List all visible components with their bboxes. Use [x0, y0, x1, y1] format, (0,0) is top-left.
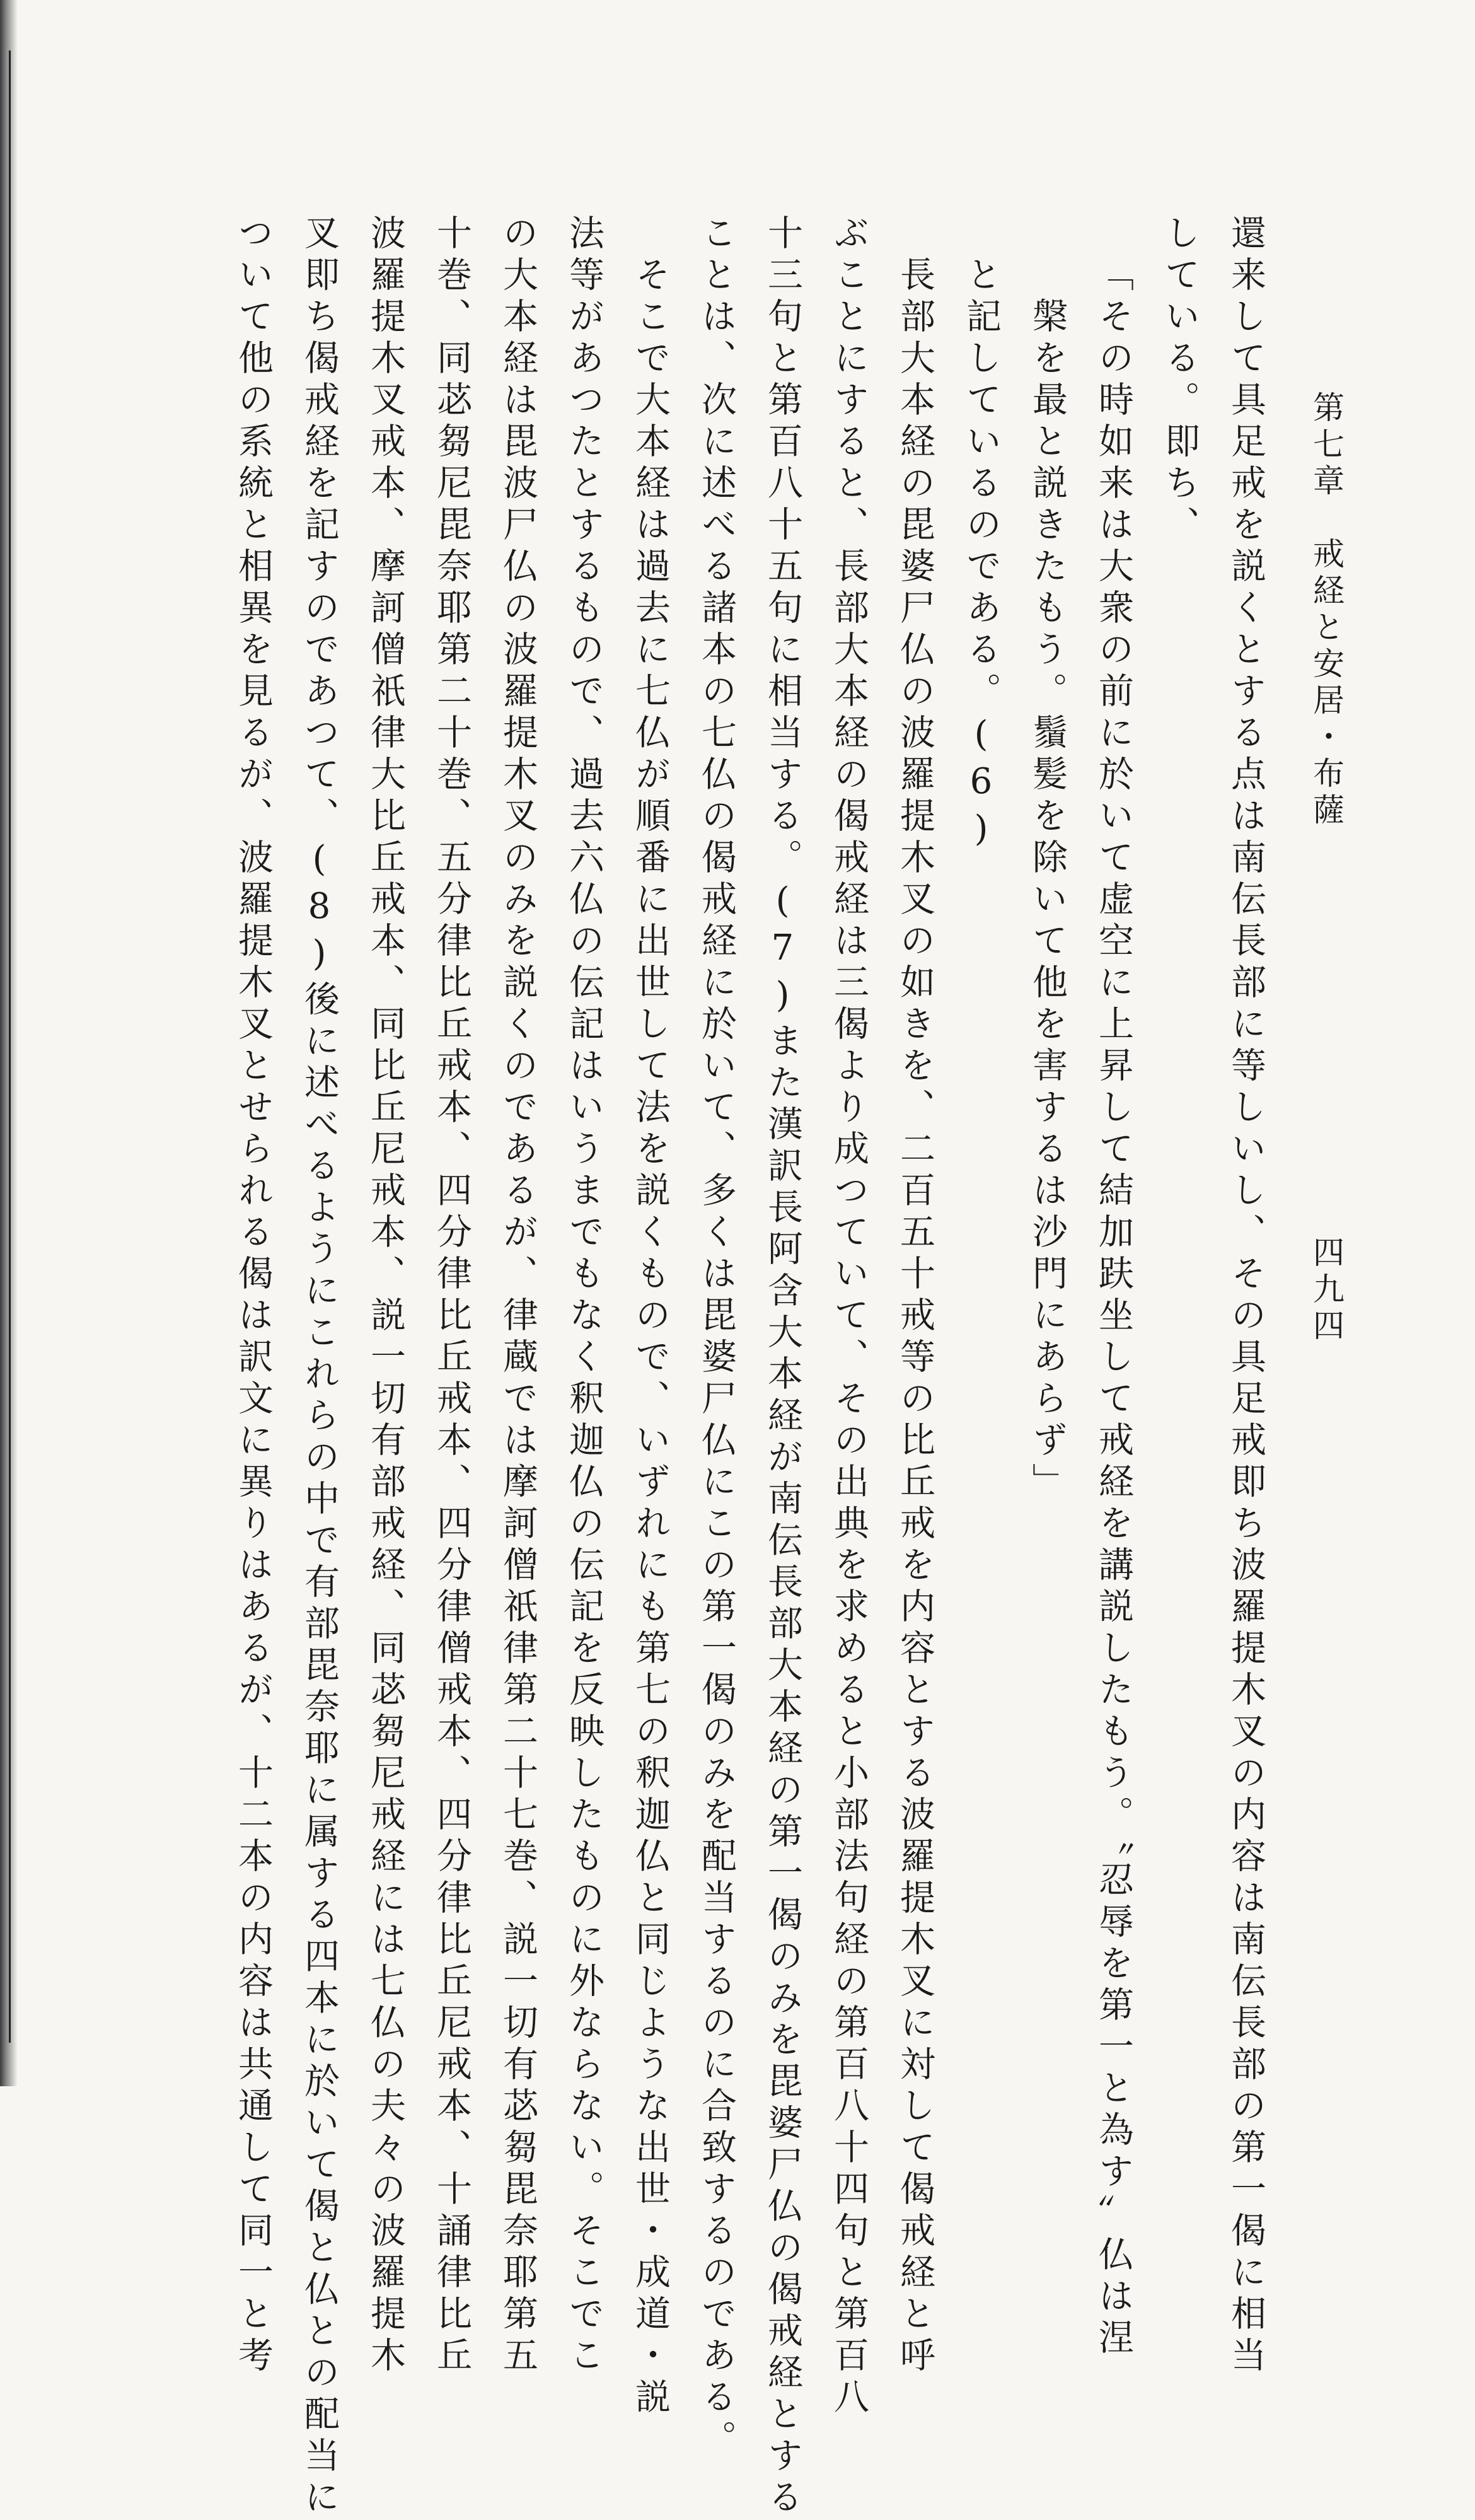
body-line-5: と記しているのである。(6): [961, 256, 1002, 856]
body-line-9: ことは、次に述べる諸本の七仏の偈戒経に於いて、多くは毘婆尸仏にこの第一偈のみを配当するのに合致するのである。: [696, 214, 737, 2461]
body-line-15: 叉即ち偈戒経を記すのであつて、(8)後に述べるようにこれらの中で有部毘奈耶に属する四本に於いて偈と仏との配当に: [299, 214, 340, 2520]
body-line-14: 波羅提木叉戒本、摩訶僧祇律大比丘戒本、同比丘尼戒本、説一切有部戒経、同苾芻尼戒経には七仏の夫々の波羅提木: [365, 214, 406, 2378]
body-line-3: 「その時如来は大衆の前に於いて虚空に上昇して結加趺坐して戒経を講説したもう。〝忍辱を第一と為す〟仏は涅: [1093, 256, 1134, 2360]
page-number: 四九四: [1308, 1236, 1345, 1345]
body-line-12: の大本経は毘波尸仏の波羅提木叉のみを説くのであるが、律蔵では摩訶僧祇律第二十七巻、説一切有苾芻毘奈耶第五: [497, 214, 538, 2378]
body-line-1: 還来して具足戒を説くとする点は南伝長部に等しいし、その具足戒即ち波羅提木叉の内容は南伝長部の第一偈に相当: [1225, 214, 1266, 2378]
running-head: 第七章 戒経と安居・布薩: [1308, 391, 1345, 830]
body-line-2: している。即ち、: [1159, 214, 1200, 547]
body-line-10: そこで大本経は過去に七仏が順番に出世して法を説くもので、いずれにも第七の釈迦仏と同じような出世・成道・説: [630, 256, 671, 2420]
body-line-8: 十三句と第百八十五句に相当する。(7)また漢訳長阿含大本経が南伝長部大本経の第一偈のみを毘婆尸仏の偈戒経とする: [762, 214, 803, 2520]
body-line-13: 十巻、同苾芻尼毘奈耶第二十巻、五分律比丘戒本、四分律比丘戒本、四分律僧戒本、四分律比丘尼戒本、十誦律比丘: [431, 214, 472, 2378]
body-line-7: ぶことにすると、長部大本経の偈戒経は三偈より成つていて、その出典を求めると小部法句経の第百八十四句と第百八: [828, 214, 869, 2420]
body-line-6: 長部大本経の毘婆尸仏の波羅提木叉の如きを、二百五十戒等の比丘戒を内容とする波羅提木叉に対して偈戒経と呼: [894, 256, 935, 2378]
binding-edge-line: [9, 50, 11, 2043]
body-line-11: 法等があつたとするもので、過去六仏の伝記はいうまでもなく釈迦仏の伝記を反映したものに外ならない。そこでこ: [564, 214, 604, 2378]
body-line-16: ついて他の系統と相異を見るが、波羅提木叉とせられる偈は訳文に異りはあるが、十二本の内容は共通して同一と考: [233, 214, 274, 2378]
body-line-4: 槃を最と説きたもう。鬚髪を除いて他を害するは沙門にあらず」: [1027, 298, 1068, 1504]
